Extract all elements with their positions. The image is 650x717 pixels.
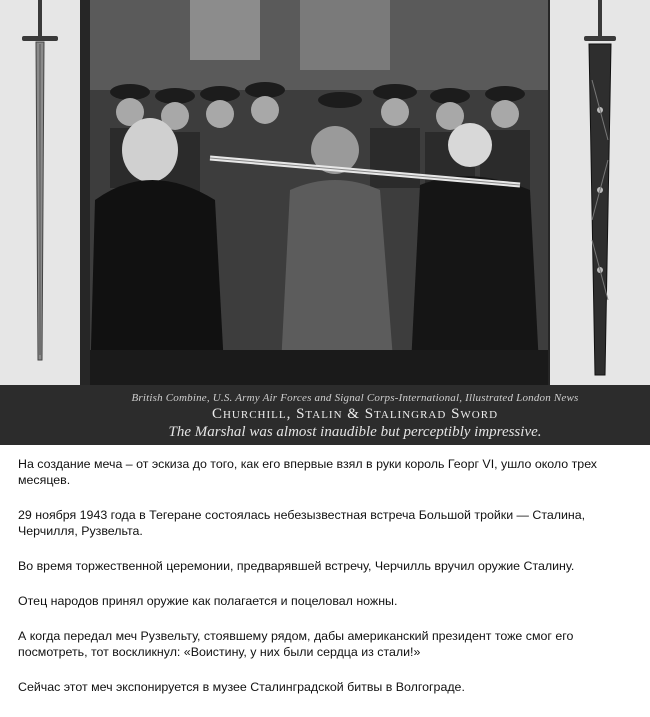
- photo-quote: The Marshal was almost inaudible but perceptibly impressive.: [168, 424, 542, 440]
- photo-credit: British Combine, U.S. Army Air Forces and Signal Corps-International, Illustrated London News: [131, 392, 579, 404]
- article-text: [18, 456, 636, 714]
- paragraph: А когда передал меч Рузвельту, стоявшему рядом, дабы американский президент тоже смог его посмотреть, тот воскликнул: «Воистину, у них были сердца из стали!»: [18, 629, 574, 659]
- paragraph: Во время торжественной церемонии, предварявшей встречу, Черчилль вручил оружие Сталину.: [18, 559, 575, 573]
- paragraph: На создание меча – от эскиза до того, как его впервые взял в руки король Георг VI, ушло около трех месяцев.: [18, 457, 598, 487]
- paragraph: 29 ноября 1943 года в Тегеране состоялась небезызвестная встреча Большой тройки — Сталина, Черчилля, Рузвельта.: [18, 508, 586, 538]
- ceremony-scene: [90, 0, 548, 385]
- photo-title: Churchill, Stalin & Stalingrad Sword: [211, 406, 499, 422]
- paragraph: Сейчас этот меч экспонируется в музее Сталинградской битвы в Волгограде.: [18, 680, 465, 694]
- paragraph: Отец народов принял оружие как полагается и поцеловал ножны.: [18, 594, 398, 608]
